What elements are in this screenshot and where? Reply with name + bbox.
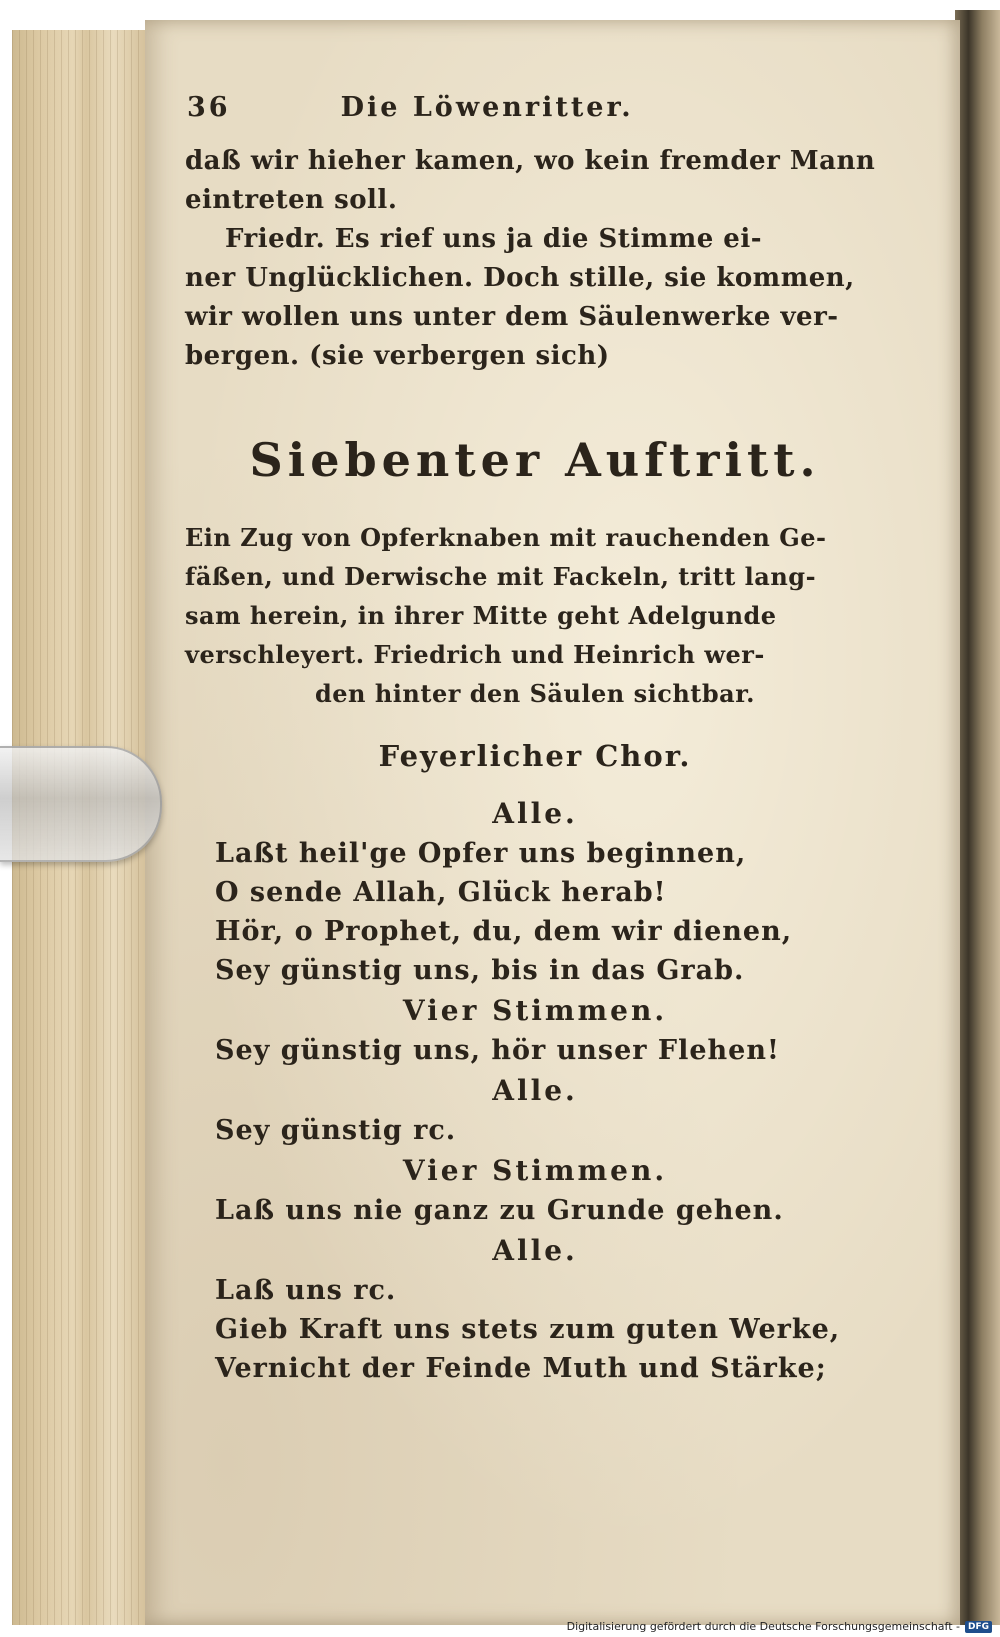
verse-line: Laßt heil'ge Opfer uns beginnen, [215, 838, 747, 869]
stage-direction-line: sam herein, in ihrer Mitte geht Adelgunde [185, 601, 777, 630]
page-number: 36 [187, 92, 231, 123]
stage-direction-line: verschleyert. Friedrich und Heinrich wer- [185, 640, 765, 669]
speaker-label: Vier Stimmen. [402, 1154, 668, 1187]
text-line: daß wir hieher kamen, wo kein fremder Mann [185, 146, 876, 176]
digitization-credit [567, 1620, 992, 1633]
verse-line: Hör, o Prophet, du, dem wir dienen, [215, 916, 793, 947]
verse-line: O sende Allah, Glück herab! [215, 877, 667, 908]
dialogue-line: Friedr. Es rief uns ja die Stimme ei- [225, 224, 763, 254]
book-page [145, 20, 960, 1625]
dialogue-line: bergen. (sie verbergen sich) [185, 341, 610, 371]
binding-edge [955, 10, 1000, 1625]
verse-line: Laß uns rc. [215, 1275, 397, 1306]
stage-direction-line: Ein Zug von Opferknaben mit rauchenden Ge- [185, 523, 827, 552]
speaker-label: Alle. [492, 797, 578, 830]
dfg-logo: DFG [965, 1621, 992, 1633]
verse-line: Sey günstig uns, bis in das Grab. [215, 955, 745, 986]
stage-direction-line: den hinter den Säulen sichtbar. [314, 679, 755, 708]
chor-heading: Feyerlicher Chor. [378, 739, 692, 773]
dialogue-line: wir wollen uns unter dem Säulenwerke ver- [185, 302, 839, 332]
dialogue-line: ner Unglücklichen. Doch stille, sie kommen, [185, 263, 855, 293]
speaker-label: Vier Stimmen. [402, 994, 668, 1027]
page-text [185, 92, 885, 1388]
text-line: eintreten soll. [185, 185, 398, 215]
running-head [187, 92, 885, 142]
glass-page-weight [0, 746, 162, 862]
running-title: Die Löwenritter. [340, 92, 634, 123]
speaker-label: Alle. [492, 1234, 578, 1267]
verse-line: Sey günstig rc. [215, 1115, 457, 1146]
speaker-label: Alle. [492, 1074, 578, 1107]
scene-heading: Siebenter Auftritt. [249, 433, 821, 487]
verse-line: Gieb Kraft uns stets zum guten Werke, [215, 1314, 841, 1345]
stage-direction-line: fäßen, und Derwische mit Fackeln, tritt lang- [185, 562, 817, 591]
verse-line: Laß uns nie ganz zu Grunde gehen. [215, 1195, 784, 1226]
credit-text: Digitalisierung gefördert durch die Deutsche Forschungsgemeinschaft - [566, 1620, 960, 1633]
verse-line: Sey günstig uns, hör unser Flehen! [215, 1035, 780, 1066]
verse-line: Vernicht der Feinde Muth und Stärke; [215, 1353, 827, 1384]
